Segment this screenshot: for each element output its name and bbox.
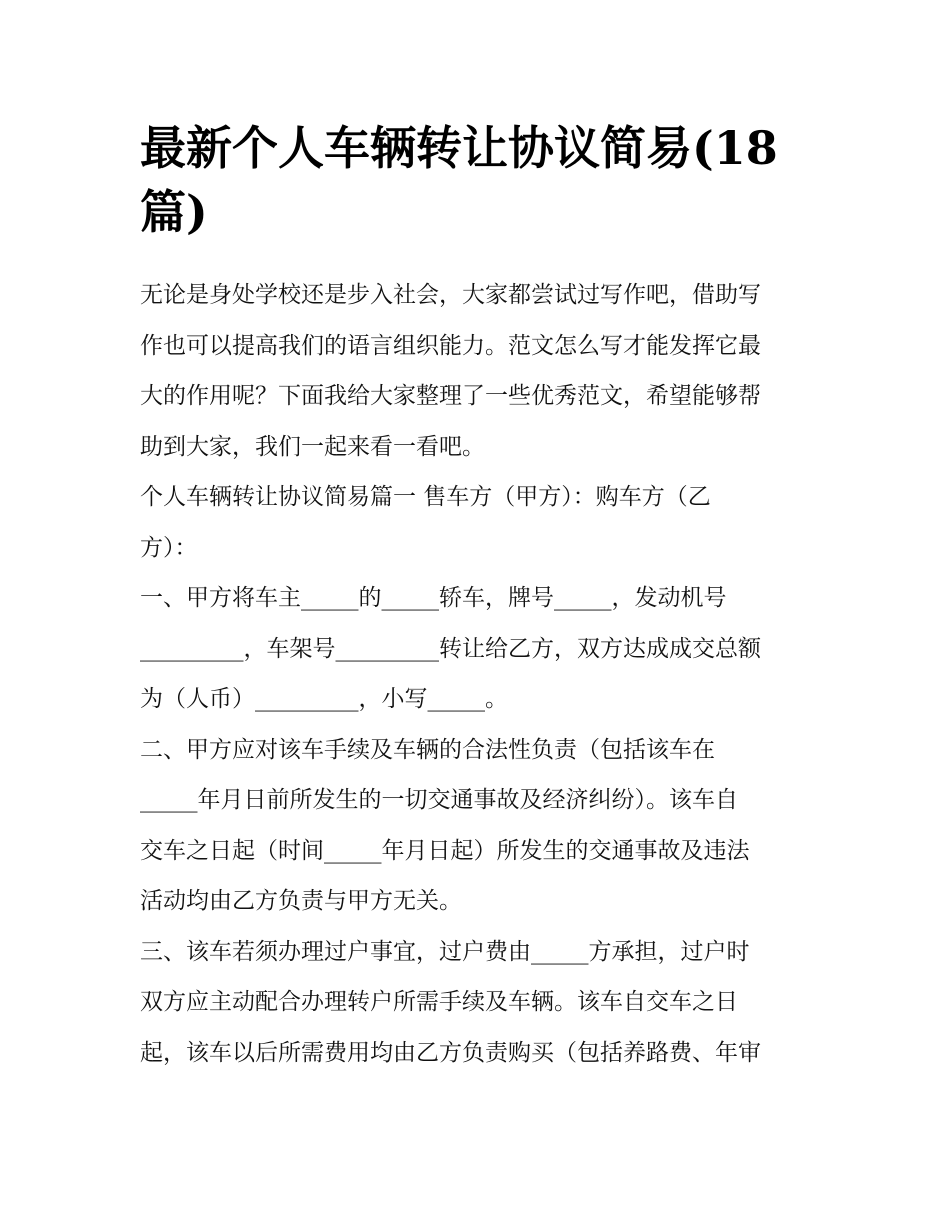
text-line: 助到大家，我们一起来看一看吧。 xyxy=(140,433,485,460)
text-line: 交车之日起（时间_____年月日起）所发生的交通事故及违法 xyxy=(140,837,750,864)
clause-1-paragraph xyxy=(140,573,815,725)
document-content xyxy=(140,116,815,1078)
intro-paragraph xyxy=(140,270,815,472)
text-line: _____年月日前所发生的一切交通事故及经济纠纷）。该车自 xyxy=(140,787,738,813)
clause-3-paragraph xyxy=(140,927,815,1079)
title-line: 最新个人车辆转让协议简易(18 xyxy=(140,121,778,175)
section-heading-paragraph xyxy=(140,472,815,573)
text-line: 作也可以提高我们的语言组织能力。范文怎么写才能发挥它最 xyxy=(140,332,761,359)
text-line: 活动均由乙方负责与甲方无关。 xyxy=(140,888,462,914)
text-line: 二、甲方应对该车手续及车辆的合法性负责（包括该车在 xyxy=(140,736,715,763)
text-line: 双方应主动配合办理转户所需手续及车辆。该车自交车之日 xyxy=(140,989,738,1015)
text-line: 方）： xyxy=(140,534,198,561)
document-body xyxy=(140,270,815,1078)
text-line: 起，该车以后所需费用均由乙方负责购买（包括养路费、年审 xyxy=(140,1039,761,1066)
text-line: 三、该车若须办理过户事宜，过户费由_____方承担，过户时 xyxy=(140,938,750,965)
text-line: _________，车架号_________转让给乙方，双方达成成交总额 xyxy=(140,635,761,662)
text-line: 大的作用呢？下面我给大家整理了一些优秀范文，希望能够帮 xyxy=(140,383,761,409)
text-line: 个人车辆转让协议简易篇一 售车方（甲方）：购车方（乙 xyxy=(140,484,711,510)
clause-2-paragraph xyxy=(140,725,815,927)
text-line: 一、甲方将车主_____的_____轿车，牌号_____，发动机号 xyxy=(140,585,727,611)
title-line: 篇) xyxy=(140,185,208,239)
text-line: 无论是身处学校还是步入社会，大家都尝试过写作吧，借助写 xyxy=(140,282,761,308)
text-line: 为（人币）_________，小写_____。 xyxy=(140,686,508,712)
document-title xyxy=(140,116,815,244)
